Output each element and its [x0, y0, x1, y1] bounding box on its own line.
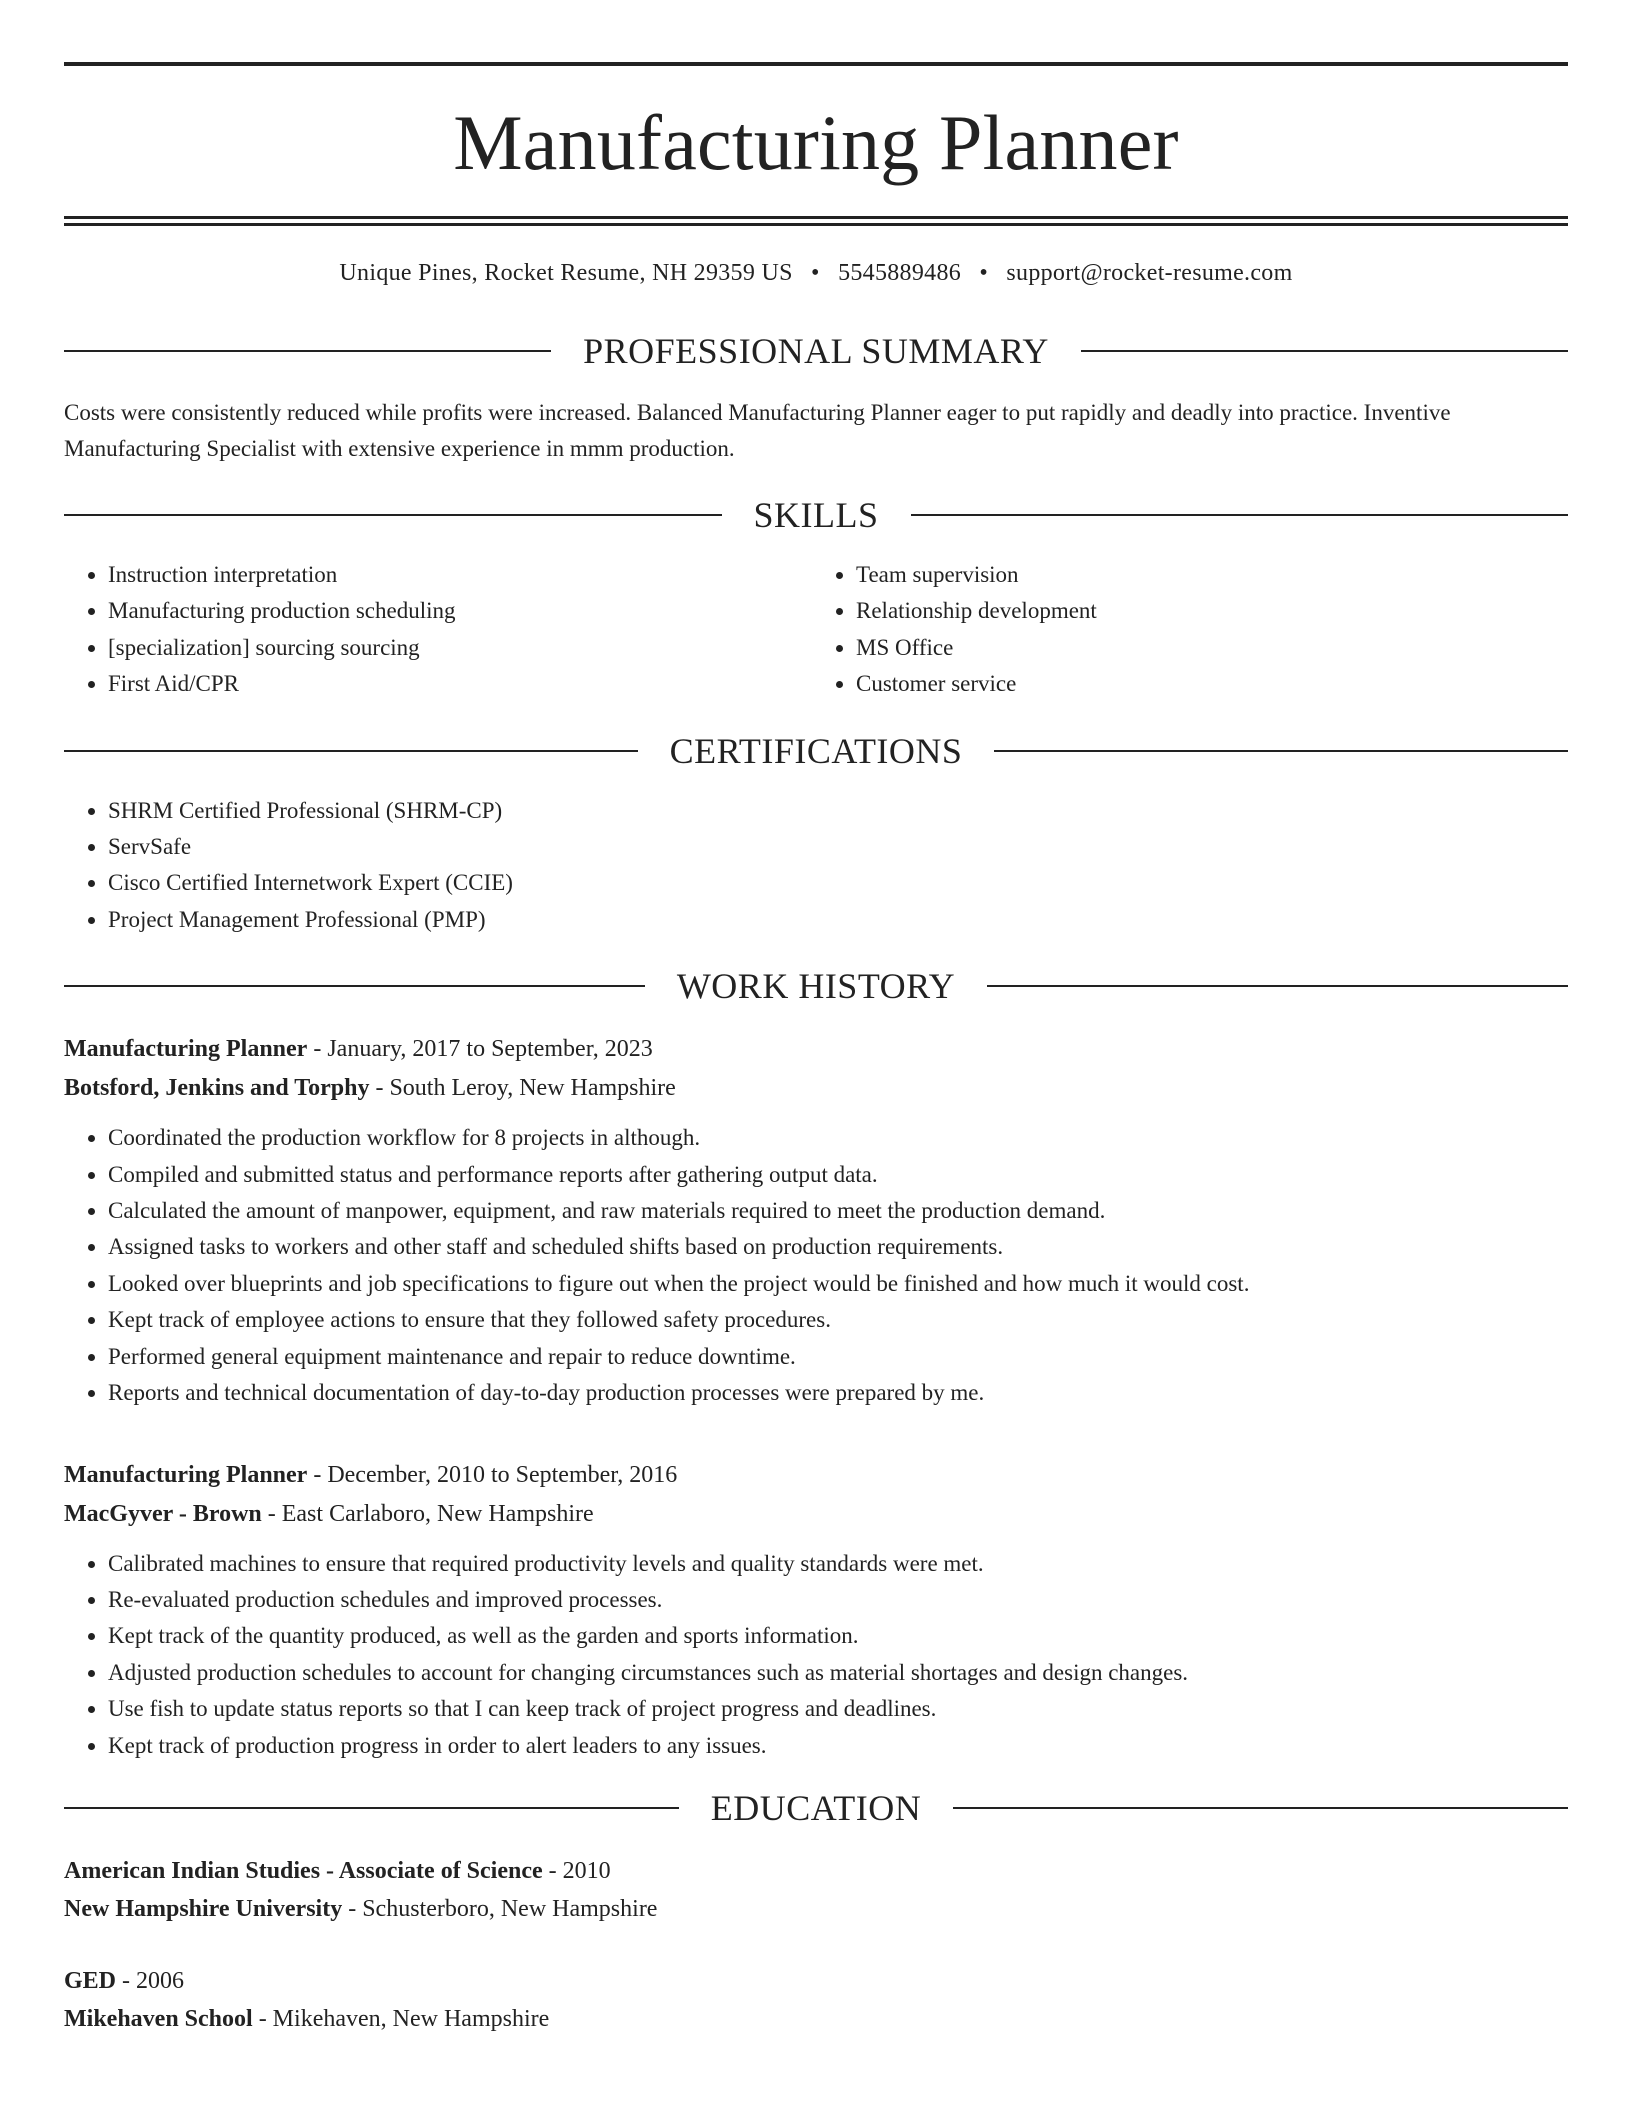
contact-separator: •	[979, 260, 989, 286]
heading-rule-left	[64, 350, 551, 352]
job-title-line	[64, 1456, 1568, 1495]
job-duty-item: • Compiled and submitted status and performance reports after gathering output data.	[108, 1157, 1568, 1193]
job-duty-item: • Re-evaluated production schedules and improved processes.	[108, 1582, 1568, 1618]
work-history-heading-text: WORK HISTORY	[676, 966, 956, 1007]
skills-column-right	[816, 557, 1568, 703]
education-entry	[64, 1962, 1568, 2039]
certification-item: • Cisco Certified Internetwork Expert (CCIE)	[108, 865, 1568, 901]
education-degree: American Indian Studies - Associate of Science	[64, 1857, 543, 1884]
certification-item: • ServSafe	[108, 829, 1568, 865]
certifications-heading	[64, 730, 1568, 771]
skills-column-left	[64, 557, 816, 703]
education-location: - Schusterboro, New Hampshire	[342, 1896, 658, 1923]
job-duty-item: • Kept track of employee actions to ensure that they followed safety procedures.	[108, 1302, 1568, 1338]
job-duty-item: • Adjusted production schedules to account for changing circumstances such as material shortages and design changes.	[108, 1655, 1568, 1691]
education-heading-text: EDUCATION	[710, 1787, 922, 1828]
contact-line	[64, 260, 1568, 287]
education-entry	[64, 1852, 1568, 1929]
contact-separator: •	[811, 260, 820, 286]
education-degree: GED	[64, 1967, 117, 1994]
job-duty-item: • Calibrated machines to ensure that required productivity levels and quality standards were met.	[108, 1546, 1568, 1582]
job-duty-item: • Coordinated the production workflow for 8 projects in although.	[108, 1120, 1568, 1156]
education-degree-line	[64, 1962, 1568, 2001]
certification-item: • Project Management Professional (PMP)	[108, 902, 1568, 938]
job-duties	[64, 1120, 1568, 1411]
education-year: - 2006	[116, 1967, 185, 1994]
certification-item: • SHRM Certified Professional (SHRM-CP)	[108, 793, 1568, 829]
heading-rule-right	[987, 985, 1568, 987]
job-duty-item: • Reports and technical documentation of day-to-day production processes were prepared by me.	[108, 1375, 1568, 1411]
job-duty-item: • Use fish to update status reports so that I can keep track of project progress and deadlines.	[108, 1691, 1568, 1727]
education-location: - Mikehaven, New Hampshire	[252, 2006, 550, 2033]
heading-rule-right	[911, 514, 1569, 516]
job-location: - East Carlaboro, New Hampshire	[261, 1500, 594, 1527]
heading-rule-right	[953, 1807, 1568, 1809]
certifications-list	[64, 793, 1568, 939]
contact-address: Unique Pines, Rocket Resume, NH 29359 US	[339, 260, 793, 286]
job-dates: - December, 2010 to September, 2016	[307, 1461, 678, 1488]
skill-item: • [specialization] sourcing sourcing	[108, 630, 816, 666]
summary-heading-text: PROFESSIONAL SUMMARY	[583, 331, 1049, 371]
heading-rule-right	[994, 750, 1568, 752]
job-duties	[64, 1546, 1568, 1764]
job-company: Botsford, Jenkins and Torphy	[64, 1075, 370, 1102]
job-dates: - January, 2017 to September, 2023	[307, 1036, 653, 1063]
skills-heading	[64, 497, 1568, 533]
job-duty-item: • Assigned tasks to workers and other staff and scheduled shifts based on production requirements.	[108, 1229, 1568, 1265]
skills-list	[64, 557, 1568, 703]
contact-phone: 5545889486	[838, 260, 962, 286]
education-school-line	[64, 1890, 1568, 1929]
job-entry	[64, 1456, 1568, 1764]
education-heading	[64, 1787, 1568, 1828]
job-title: Manufacturing Planner	[64, 1461, 308, 1488]
education-school: Mikehaven School	[64, 2006, 253, 2033]
education-year: - 2010	[542, 1857, 611, 1884]
job-title-line	[64, 1030, 1568, 1069]
summary-heading	[64, 333, 1568, 369]
heading-rule-left	[64, 1807, 679, 1809]
job-duty-item: • Kept track of production progress in order to alert leaders to any issues.	[108, 1728, 1568, 1764]
summary-text: Costs were consistently reduced while profits were increased. Balanced Manufacturing Planner eager to put rapidly and deadly into practice. Inventive Manufacturing Specialist with extensive experience in mmm production.	[64, 400, 1451, 461]
education-school-line	[64, 2000, 1568, 2039]
job-duty-item: • Kept track of the quantity produced, as well as the garden and sports information.	[108, 1618, 1568, 1654]
skill-item: • Relationship development	[856, 593, 1568, 629]
job-duty-item: • Looked over blueprints and job specifications to figure out when the project would be finished and how much it would cost.	[108, 1266, 1568, 1302]
heading-rule-left	[64, 750, 638, 752]
education-school: New Hampshire University	[64, 1896, 343, 1923]
skill-item: • Instruction interpretation	[108, 557, 816, 593]
contact-email: support@rocket-resume.com	[1006, 260, 1293, 286]
job-duty-item: • Calculated the amount of manpower, equipment, and raw materials required to meet the production demand.	[108, 1193, 1568, 1229]
skill-item: • First Aid/CPR	[108, 666, 816, 702]
certifications-heading-text: CERTIFICATIONS	[669, 730, 963, 771]
job-company-line	[64, 1495, 1568, 1534]
skill-item: • Manufacturing production scheduling	[108, 593, 816, 629]
heading-rule-left	[64, 985, 645, 987]
job-company-line	[64, 1069, 1568, 1108]
job-location: - South Leroy, New Hampshire	[369, 1075, 676, 1102]
heading-rule-right	[1081, 350, 1568, 352]
job-company: MacGyver - Brown	[64, 1500, 262, 1527]
skill-item: • Customer service	[856, 666, 1568, 702]
skill-item: • Team supervision	[856, 557, 1568, 593]
heading-rule-left	[64, 514, 722, 516]
skill-item: • MS Office	[856, 630, 1568, 666]
work-history-heading	[64, 966, 1568, 1007]
job-entry	[64, 1030, 1568, 1411]
education-degree-line	[64, 1852, 1568, 1891]
header-double-rule	[64, 216, 1568, 226]
job-title: Manufacturing Planner	[64, 1036, 308, 1063]
job-duty-item: • Performed general equipment maintenance and repair to reduce downtime.	[108, 1339, 1568, 1375]
skills-heading-text: SKILLS	[753, 495, 879, 535]
candidate-name: Manufacturing Planner	[453, 99, 1179, 186]
